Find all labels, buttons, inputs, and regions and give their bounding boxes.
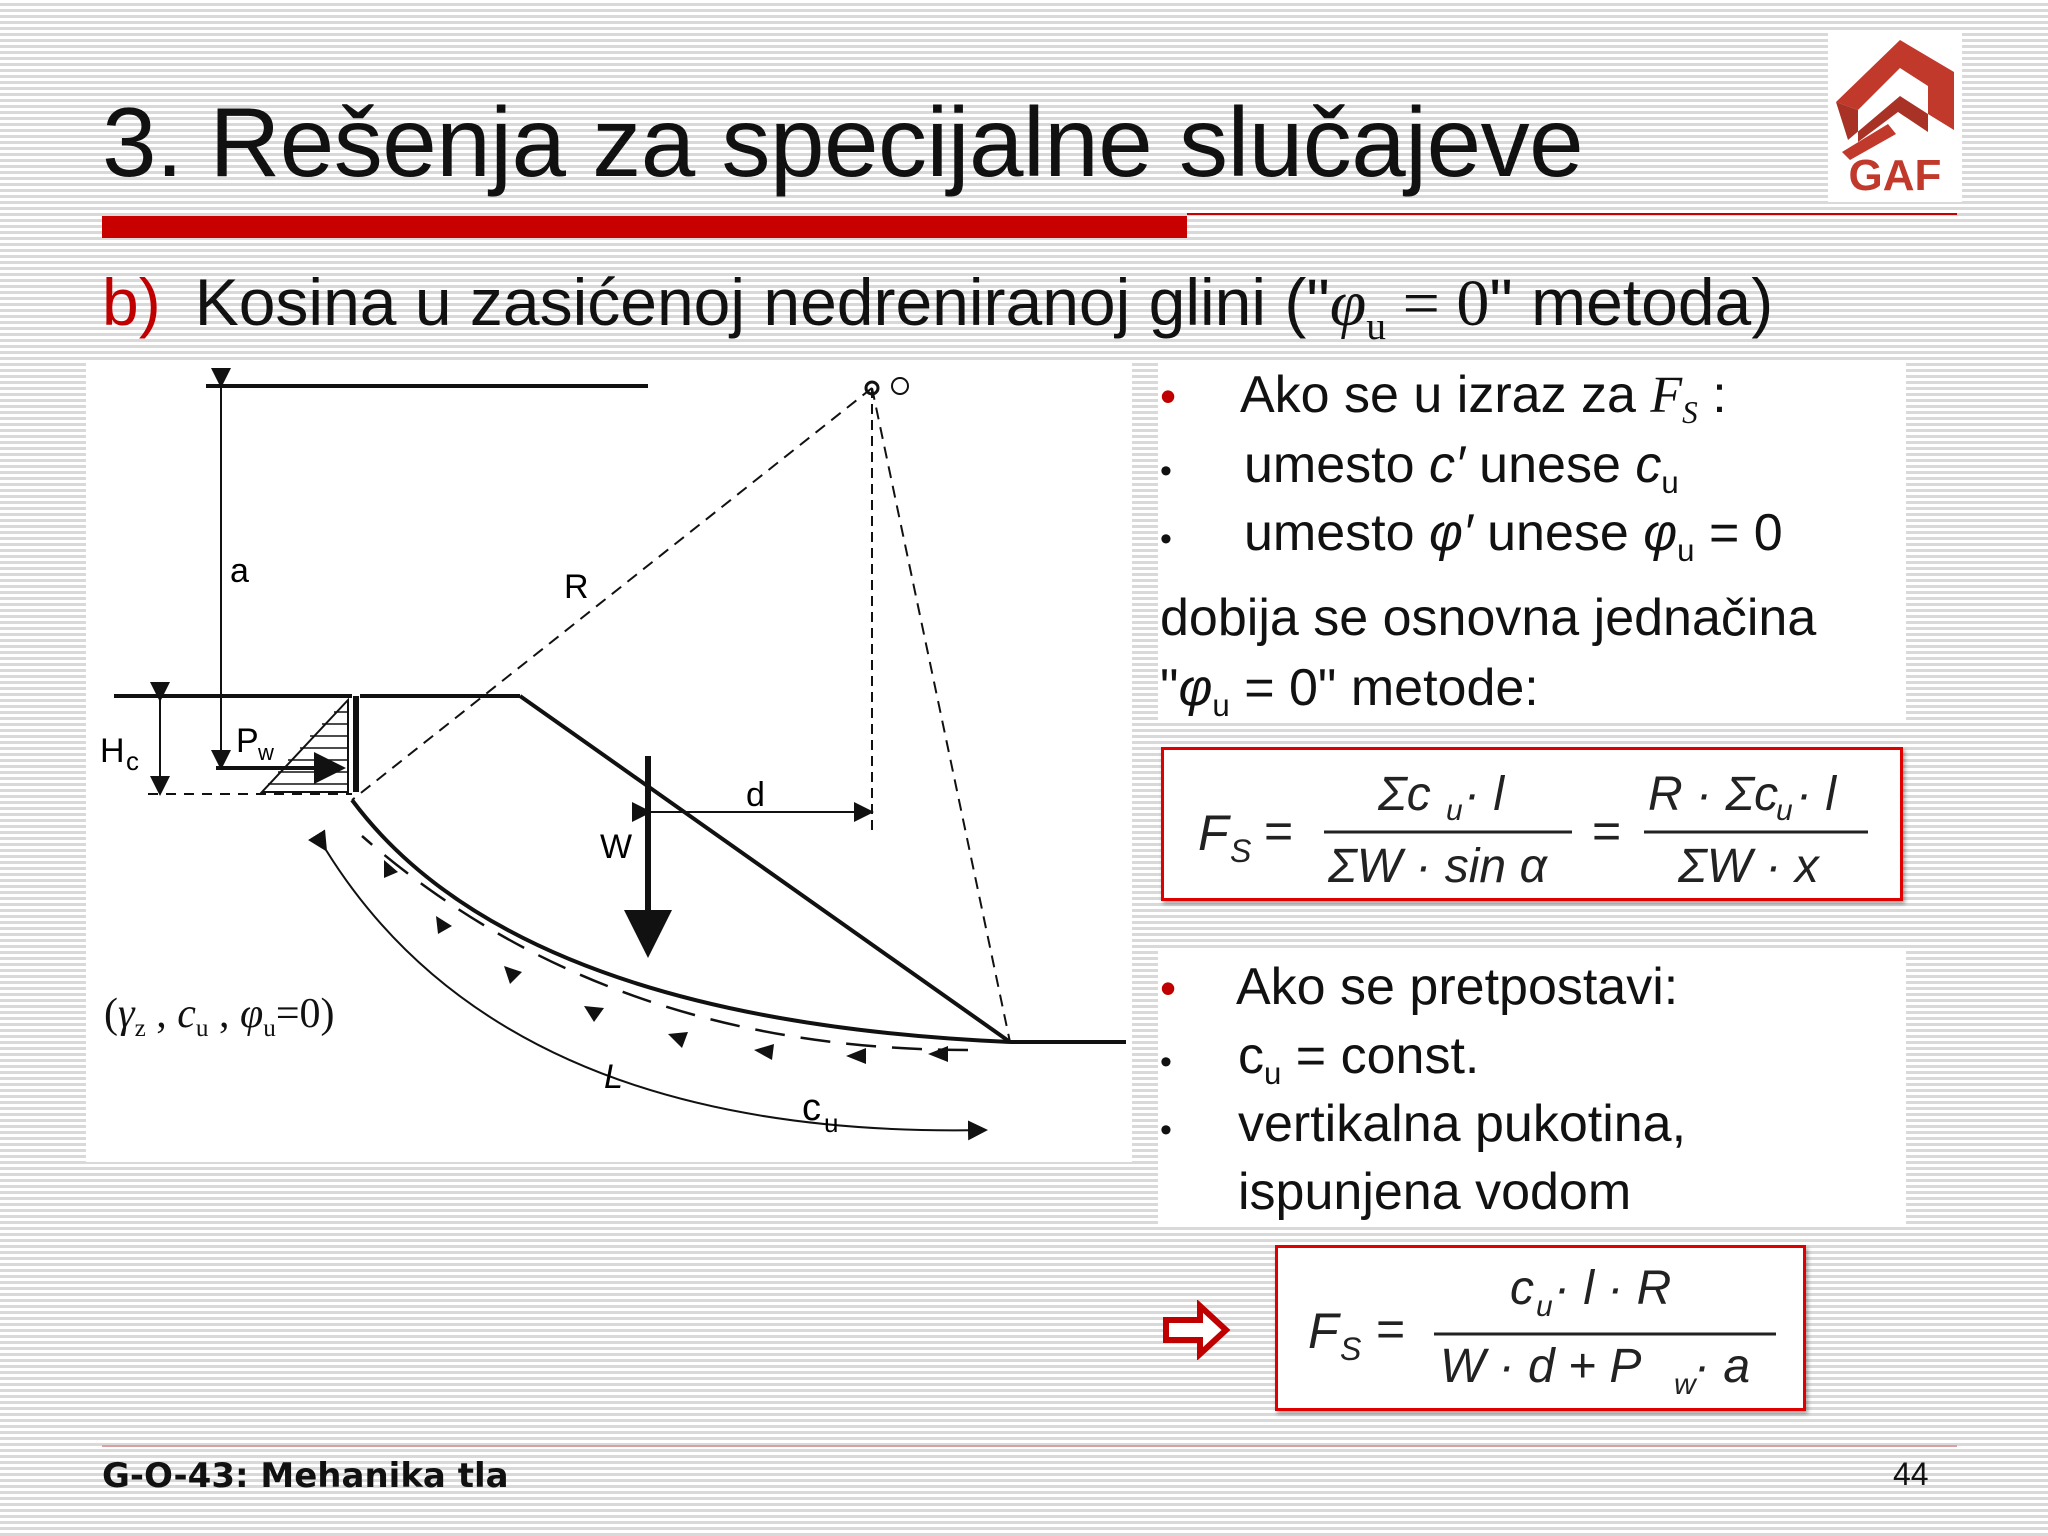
svg-text:Σc: Σc — [1378, 768, 1431, 821]
radius-line-left — [352, 388, 872, 800]
block2-line1: • Ako se pretpostavi: — [1160, 958, 1679, 1016]
footer-rule — [102, 1445, 1957, 1447]
block1-line5: "$\varphi_u = 0$" metode: — [1160, 659, 1539, 723]
block1-line3: • umesto φ′ unese $\varphi_u = 0$ — [1160, 504, 1783, 568]
svg-text:=: = — [1592, 803, 1622, 859]
label-a: a — [230, 552, 249, 590]
label-pw: P — [236, 722, 259, 760]
page-number: 44 — [1893, 1456, 1929, 1492]
label-r: R — [564, 568, 589, 606]
implication-arrow-icon — [1162, 1300, 1232, 1360]
svg-text:S: S — [1340, 1331, 1362, 1367]
svg-text:R · Σc: R · Σc — [1648, 768, 1779, 821]
svg-text:· l: · l — [1796, 768, 1836, 821]
subtitle-phi-sub: u — [1366, 303, 1387, 348]
block2-line2: • $c_u$ = const. — [1160, 1027, 1480, 1091]
svg-text:=: = — [1376, 1301, 1406, 1357]
gaf-logo — [1828, 32, 1962, 202]
label-hc: H — [100, 732, 125, 770]
label-l: L — [604, 1058, 623, 1096]
svg-text:· l: · l — [1464, 768, 1504, 821]
soil-parameters: ($\gamma_z$ , $c_u$ , $\varphi_u=0$) — [104, 991, 335, 1042]
block2-line3: • vertikalna pukotina, — [1160, 1095, 1687, 1153]
svg-text:=: = — [1264, 803, 1294, 859]
block1-line4: dobija se osnovna jednačina — [1160, 589, 1817, 647]
svg-text:S: S — [1230, 833, 1252, 869]
svg-text:u: u — [1536, 1290, 1553, 1323]
slope-face — [520, 696, 1010, 1042]
svg-text:F: F — [1308, 1303, 1339, 1359]
svg-text:u: u — [824, 1108, 839, 1138]
radius-line-right — [872, 388, 1010, 1042]
title-underline-thin — [1187, 213, 1957, 215]
svg-text:· l · R: · l · R — [1554, 1262, 1672, 1315]
block1-line1: • Ako se u izraz za $F_S$ : — [1160, 366, 1727, 430]
shear-arrows — [362, 836, 968, 1050]
subtitle-text: Kosina u zasićenoj nedreniranoj glini (" — [194, 265, 1330, 339]
svg-text:F: F — [1198, 805, 1229, 861]
svg-text:ΣW · sin α: ΣW · sin α — [1328, 840, 1547, 893]
svg-text:w: w — [1674, 1368, 1696, 1401]
title-underline-bar — [102, 216, 1187, 238]
subtitle — [102, 262, 1773, 366]
slope-diagram — [86, 360, 1132, 1162]
course-footer: G-O-43: Mehanika tla — [102, 1456, 509, 1496]
label-cu: c — [802, 1087, 821, 1129]
svg-text:GAF: GAF — [1848, 151, 1942, 200]
svg-text:u: u — [1776, 794, 1793, 827]
slip-surface — [352, 800, 1010, 1042]
slide-title: 3. Rešenja za specijalne slučajeve — [102, 87, 1584, 197]
label-d: d — [746, 776, 765, 814]
equation-1-box — [1161, 747, 1903, 901]
svg-text:w: w — [258, 740, 274, 765]
subtitle-end: " metoda) — [1489, 265, 1774, 339]
svg-text:· a: · a — [1694, 1340, 1751, 1393]
subtitle-phi: φ — [1329, 267, 1367, 340]
equation-2-box — [1275, 1245, 1806, 1411]
subtitle-letter: b) — [102, 265, 161, 339]
svg-text:c: c — [1510, 1262, 1534, 1315]
label-w: W — [600, 828, 633, 866]
svg-text:ΣW · x: ΣW · x — [1678, 840, 1819, 893]
svg-text:c: c — [126, 746, 139, 776]
block2-line4: ispunjena vodom — [1238, 1163, 1632, 1221]
block1-line2: • umesto c′ unese $c_u$ — [1160, 436, 1679, 500]
svg-text:W · d + P: W · d + P — [1440, 1340, 1642, 1393]
subtitle-eq: = 0 — [1386, 267, 1490, 340]
svg-text:u: u — [1446, 794, 1463, 827]
water-pressure-triangle — [262, 700, 348, 792]
